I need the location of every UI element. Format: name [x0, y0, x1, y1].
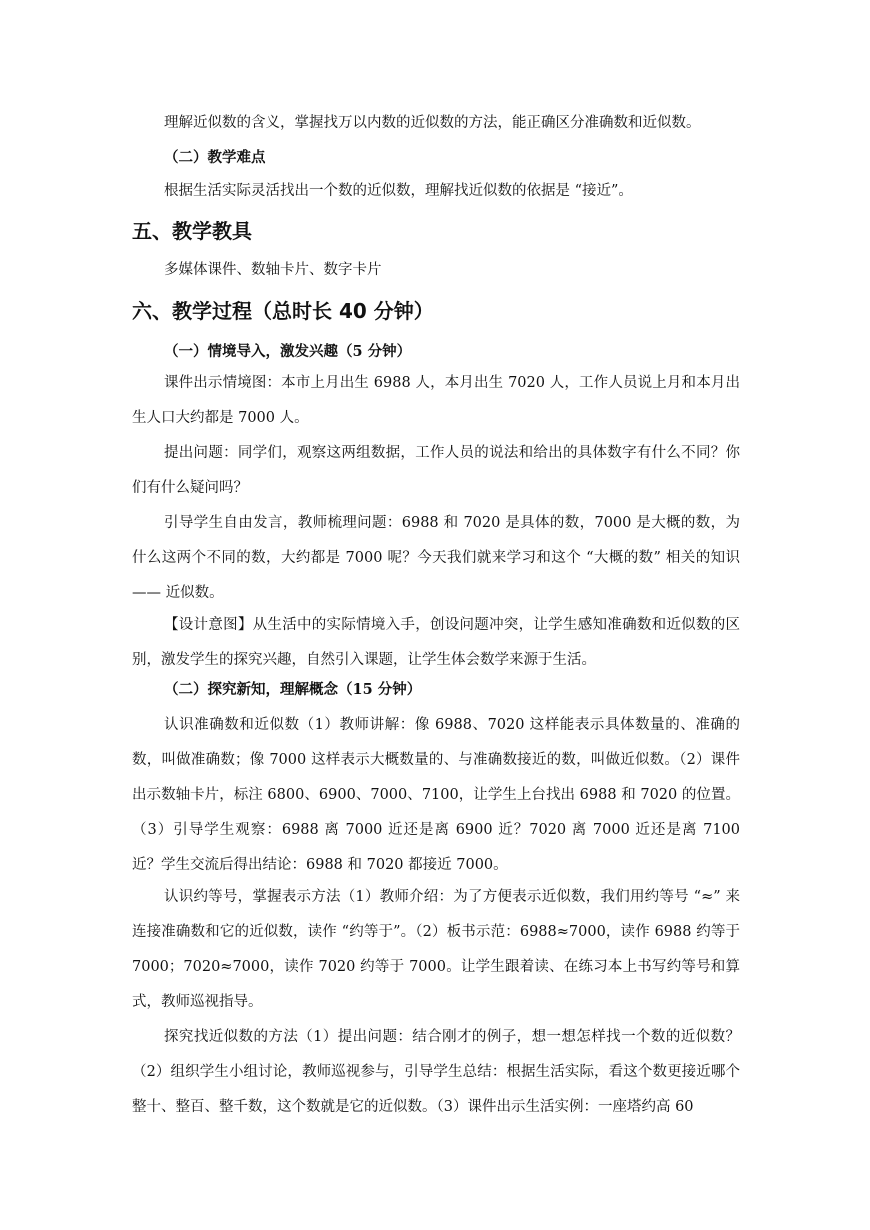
step1-paragraph-2: 提出问题：同学们，观察这两组数据，工作人员的说法和给出的具体数字有什么不同？你们有什么疑问吗？: [132, 445, 740, 496]
step2-paragraph-3: 探究找近似数的方法（1）提出问题：结合刚才的例子，想一想怎样找一个数的近似数？（2）组织学生小组讨论，教师巡视参与，引导学生总结：根据生活实际，看这个数更接近哪个整十、整百、整千数，这个数就是它的近似数。（3）课件出示生活实例：一座塔约高 60: [132, 1029, 740, 1115]
design-intent-paragraph: 【设计意图】从生活中的实际情境入手，创设问题冲突，让学生感知准确数和近似数的区别，激发学生的探究兴趣，自然引入课题，让学生体会数学来源于生活。: [132, 617, 740, 668]
step1-paragraph-3: 引导学生自由发言，教师梳理问题：6988 和 7020 是具体的数，7000 是大概的数，为什么这两个不同的数，大约都是 7000 呢？今天我们就来学习和这个 “大概的数” 相关的知识 —— 近似数。: [132, 515, 740, 601]
difficulty-title: （二）教学难点: [164, 149, 266, 166]
step2-title: （二）探究新知，理解概念（15 分钟）: [164, 681, 422, 698]
section5-heading: 五、教学教具: [132, 219, 252, 243]
section6-heading: 六、教学过程（总时长 40 分钟）: [132, 299, 434, 323]
step1-title: （一）情境导入，激发兴趣（5 分钟）: [164, 343, 412, 360]
step1-paragraph-1: 课件出示情境图：本市上月出生 6988 人，本月出生 7020 人，工作人员说上月和本月出生人口大约都是 7000 人。: [132, 375, 740, 426]
tools-text: 多媒体课件、数轴卡片、数字卡片: [164, 262, 382, 278]
difficulty-text: 根据生活实际灵活找出一个数的近似数，理解找近似数的依据是 “接近”。: [164, 183, 633, 199]
step2-paragraph-2: 认识约等号，掌握表示方法（1）教师介绍：为了方便表示近似数，我们用约等号 “≈” 来连接准确数和它的近似数，读作 “约等于”。（2）板书示范：6988≈7000，读作 6988 约等于 7000；7020≈7000，读作 7020 约等于 7000。让学生跟着读、在练习本上书写约等号和算式，教师巡视指导。: [132, 889, 740, 1010]
step2-paragraph-1: 认识准确数和近似数（1）教师讲解：像 6988、7020 这样能表示具体数量的、准确的数，叫做准确数；像 7000 这样表示大概数量的、与准确数接近的数，叫做近似数。（2）课件出示数轴卡片，标注 6800、6900、7000、7100，让学生上台找出 6988 和 7020 的位置。（3）引导学生观察：6988 离 7000 近还是离 6900 近？7020 离 7000 近还是离 7100 近？学生交流后得出结论：6988 和 7020 都接近 7000。: [132, 717, 740, 873]
key-point-text: 理解近似数的含义，掌握找万以内数的近似数的方法，能正确区分准确数和近似数。: [164, 115, 701, 131]
